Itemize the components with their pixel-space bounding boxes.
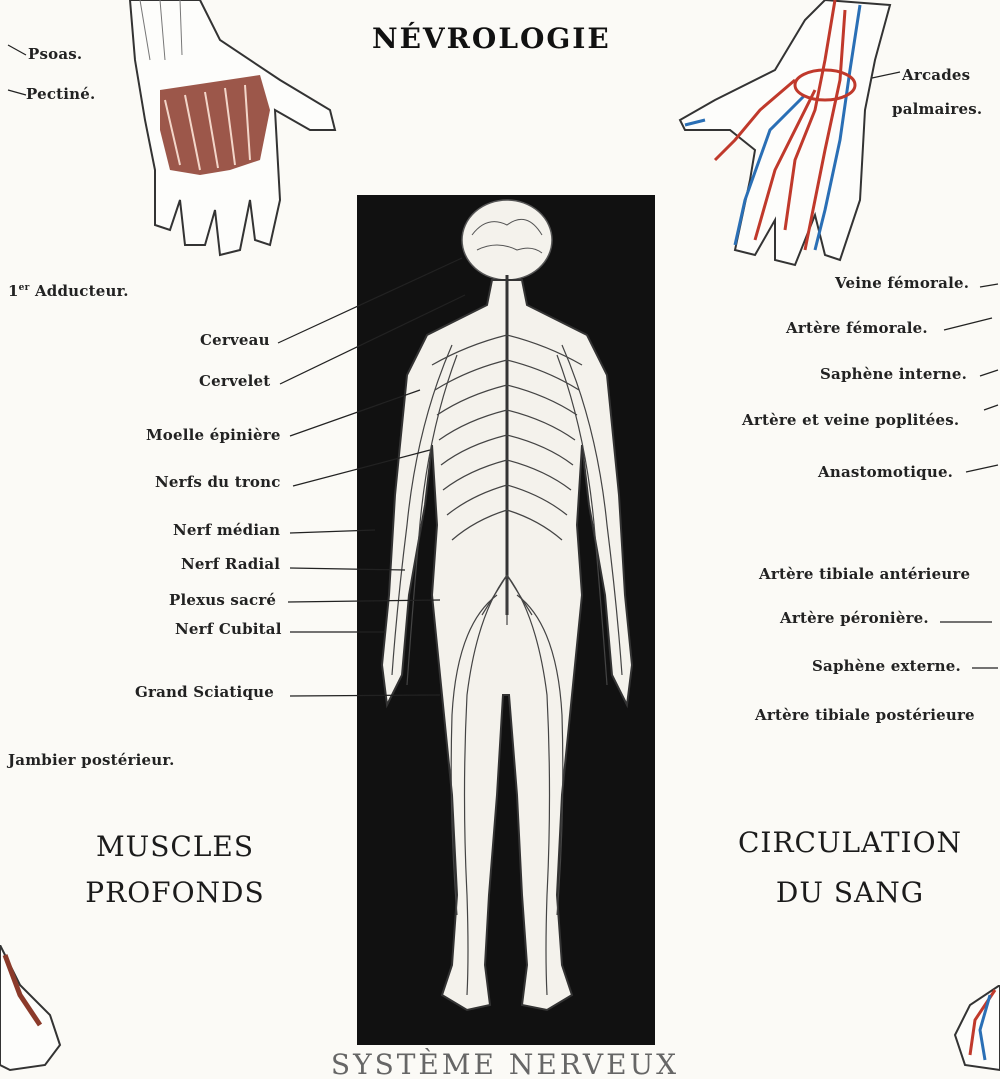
label-nerfs-tronc: Nerfs du tronc bbox=[155, 473, 281, 491]
left-section-title-line1: MUSCLES bbox=[95, 830, 255, 863]
label-saphene-externe: Saphène externe. bbox=[812, 657, 961, 675]
label-anastomotique: Anastomotique. bbox=[818, 463, 954, 481]
label-artere-femorale: Artère fémorale. bbox=[786, 319, 928, 337]
label-adducteur-number: 1 bbox=[8, 282, 19, 300]
label-nerf-cubital: Nerf Cubital bbox=[175, 620, 282, 638]
label-cerveau: Cerveau bbox=[200, 331, 270, 349]
label-artere-tibiale-posterieure: Artère tibiale postérieure bbox=[755, 706, 975, 724]
label-nerf-median: Nerf médian bbox=[173, 521, 281, 539]
label-veine-femorale: Veine fémorale. bbox=[835, 274, 970, 292]
label-artere-tibiale-anterieure: Artère tibiale antérieure bbox=[759, 565, 971, 583]
label-psoas: Psoas. bbox=[28, 45, 83, 63]
label-pectine: Pectiné. bbox=[26, 85, 96, 103]
bottom-caption: SYSTÈME NERVEUX bbox=[330, 1048, 680, 1079]
page-title: NÉVROLOGIE bbox=[372, 22, 611, 55]
label-adducteur-text: Adducteur. bbox=[29, 282, 129, 300]
label-saphene-interne: Saphène interne. bbox=[820, 365, 968, 383]
right-section-title-line2: DU SANG bbox=[775, 876, 925, 909]
label-plexus-sacre: Plexus sacré bbox=[169, 591, 277, 609]
label-cervelet: Cervelet bbox=[199, 372, 271, 390]
label-artere-veine-poplitees: Artère et veine poplitées. bbox=[742, 411, 960, 429]
label-moelle: Moelle épinière bbox=[146, 426, 281, 444]
label-palmaires: palmaires. bbox=[892, 100, 983, 118]
label-grand-sciatique: Grand Sciatique bbox=[135, 683, 274, 701]
label-jambier: Jambier postérieur. bbox=[8, 751, 175, 769]
right-section-title-line1: CIRCULATION bbox=[737, 826, 963, 859]
label-nerf-radial: Nerf Radial bbox=[181, 555, 281, 573]
label-arcades: Arcades bbox=[902, 66, 971, 84]
label-adducteur bbox=[8, 282, 129, 300]
label-adducteur-superscript: er bbox=[18, 283, 30, 293]
left-section-title-line2: PROFONDS bbox=[85, 876, 265, 909]
label-artere-peroniere: Artère péronière. bbox=[780, 609, 929, 627]
